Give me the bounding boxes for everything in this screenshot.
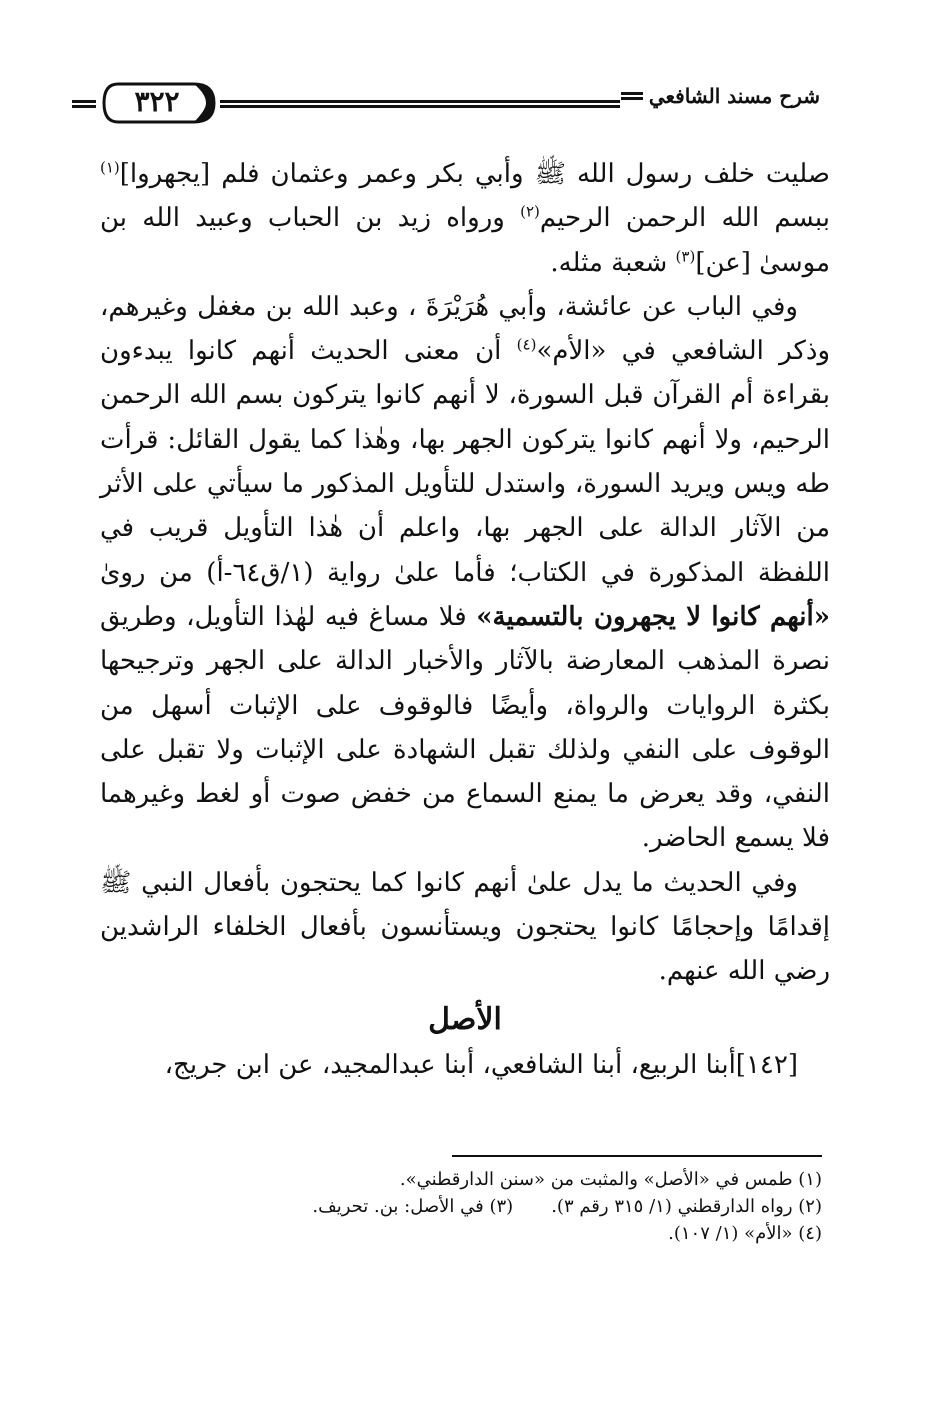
bold-quote: «أنهم كانوا لا يجهرون بالتسمية» (476, 601, 830, 632)
footnote-1: (١) طمس في «الأصل» والمثبت من «سنن الدارقطني». (399, 1169, 822, 1190)
footnote-3: (٣) في الأصل: بن. تحريف. (312, 1196, 514, 1217)
paragraph-1-text-b: ببسم الله الرحمن الرحيم (539, 203, 830, 234)
footnote-ref-4: (٤) (516, 335, 537, 354)
footnote-4: (٤) «الأم» (١/ ١٠٧). (668, 1223, 822, 1244)
running-title-text: شرح مسند الشافعي (648, 84, 820, 108)
title-ornament-rule (621, 92, 643, 100)
paragraph-1 (100, 152, 830, 285)
paragraph-1-text-a: صليت خلف رسول الله ﷺ وأبي بكر وعمر وعثمان فلم [يجهروا] (119, 159, 830, 189)
header-double-rule (220, 100, 620, 108)
footnote-2: (٢) رواه الدارقطني (١/ ٣١٥ رقم ٣). (551, 1196, 822, 1217)
footnote-separator (452, 1155, 822, 1157)
paragraph-2-text-b: أن معنى الحديث أنهم كانوا يبدءون بقراءة أم القرآن قبل السورة، لا أنهم كانوا يتركون بسم الله الرحمن الرحيم، ولا أنهم كانوا يتركون الجهر بها، وهٰذا كما يقول القائل: قرأت طه ويس ويريد السورة، واستدل للتأويل المذكور ما سيأتي على الأثر من الآثار الدالة على الجهر بها، واعلم أن هٰذا التأويل قريب في اللفظة المذكورة في الكتاب؛ فأما علىٰ رواية (١/ق٦٤-أ) من روىٰ (100, 336, 830, 588)
hadith-142: [١٤٢]أبنا الربيع، أبنا الشافعي، أبنا عبدالمجيد، عن ابن جريج، (164, 1049, 798, 1080)
footnote-ref-2: (٢) (520, 202, 540, 221)
footnote-2-3-row (110, 1193, 822, 1220)
main-text (100, 152, 830, 1087)
page-header (100, 80, 820, 130)
paragraph-3: وفي الحديث ما يدل علىٰ أنهم كانوا كما يحتجون بأفعال النبي ﷺ إقدامًا وإحجامًا كانوا يحتجون ويستأنسون بأفعال الخلفاء الراشدين رضي الله عنهم. (100, 867, 830, 987)
paragraph-1-text-d: شعبة مثله. (550, 247, 676, 278)
page-number-badge (98, 80, 218, 126)
header-tail-rule (72, 100, 96, 108)
section-heading: الأصل (428, 1001, 502, 1037)
paragraph-2-text-c: فلا مساغ فيه لهٰذا التأويل، وطريق نصرة المذهب المعارضة بالآثار والأخبار الدالة على الجهر وترجيحها بكثرة الروايات والرواة، وأيضًا فالوقوف على الإثبات أسهل من الوقوف على النفي ولذلك تقبل الشهادة على الإثبات ولا تقبل على النفي، وقد يعرض ما يمنع السماع من خفض صوت أو لغط وغيرهما فلا يسمع الحاضر. (100, 601, 830, 854)
footnote-ref-1: (١) (100, 158, 120, 177)
page-number: ٣٢٢ (134, 85, 180, 118)
running-title (621, 84, 820, 108)
paragraph-2-text-a: وفي الباب عن عائشة، وأبي هُرَيْرَةَ ، وعبد الله بن مغفل وغيرهم، وذكر الشافعي في «الأم» (100, 291, 830, 367)
footnotes (110, 1166, 822, 1247)
paragraph-2 (100, 285, 830, 861)
footnote-ref-3: (٣) (675, 246, 696, 265)
paragraph-1-text-c: ورواه زيد بن الحباب وعبيد الله بن موسىٰ [عن] (100, 203, 830, 278)
